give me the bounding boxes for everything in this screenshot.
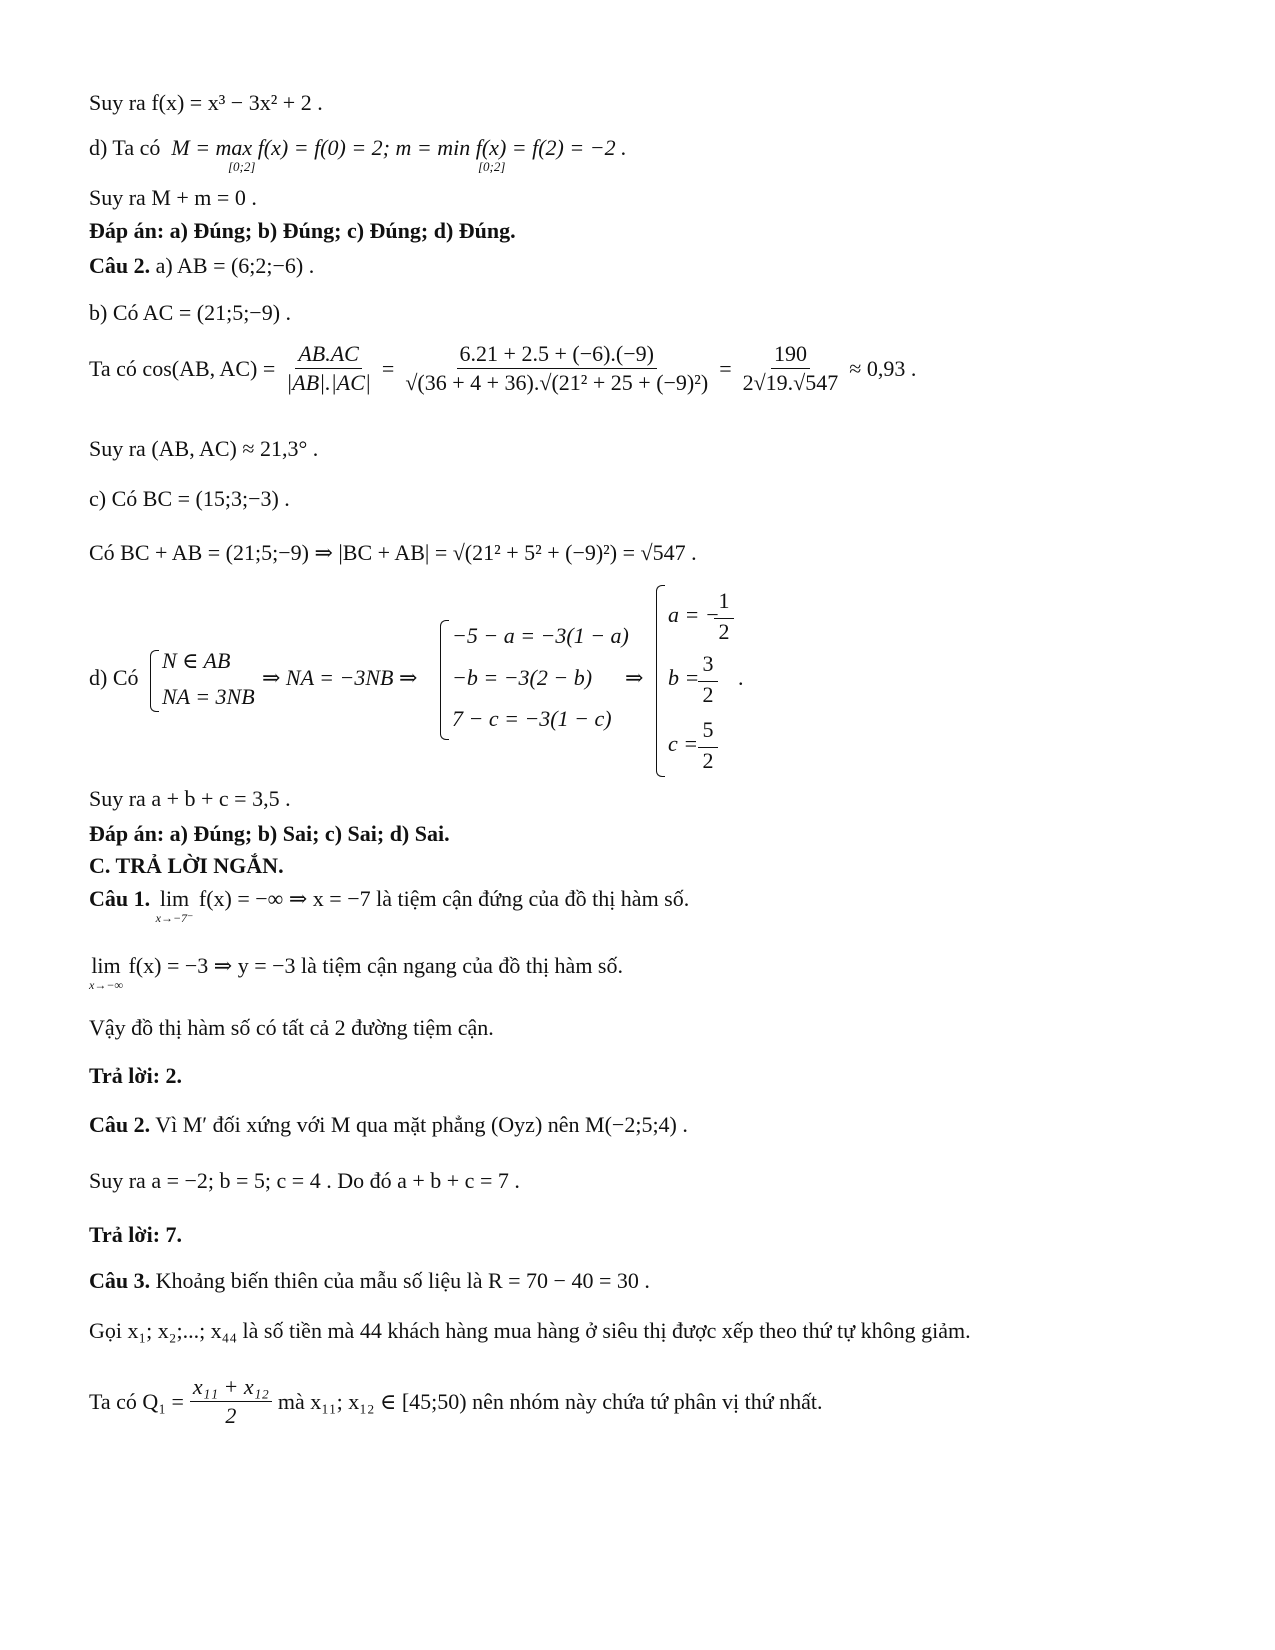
- q1-fraction: [190, 1376, 272, 1427]
- line-angle: Suy ra (AB, AC) ≈ 21,3° .: [89, 436, 319, 461]
- c3-c-prefix: Ta có Q₁ =: [89, 1388, 184, 1414]
- b-value-denominator: 2: [698, 681, 718, 706]
- line-d-max-min: [89, 137, 627, 159]
- cos-den-1: |AB|.|AC|: [286, 370, 371, 395]
- q1-den: 2: [225, 1403, 237, 1428]
- cos-num-1: AB.AC: [295, 343, 362, 369]
- q1-num: x₁₁ + x₁₂: [190, 1376, 272, 1402]
- min-subscript: [0;2]: [478, 159, 506, 174]
- c-value-numerator: 5: [702, 717, 714, 742]
- c1-lim-word: lim: [159, 886, 190, 911]
- section-c-heading: C. TRẢ LỜI NGẮN.: [89, 853, 284, 878]
- cos-den-3: 2√19.√547: [742, 370, 839, 395]
- d-end-period: .: [738, 665, 744, 690]
- system1-eq2: NA = 3NB: [162, 684, 255, 709]
- cau2-a-text: a) AB = (6;2;−6) .: [155, 253, 315, 278]
- d-arrow: ⇒: [625, 665, 644, 690]
- cos-formula: Ta có cos(AB, AC) = $\frac{AB.AC}{|AB|.|AC|}$ = $\frac{6.21 + 2.5 + (-6).(-9)}{\text{√(36 + 4 + 36).√(21² + 25 + (−9)²)}}$ = $\frac{190}{2√19.√547}$ ≈ 0,93 .: [89, 341, 917, 395]
- c1-label: Câu 1.: [89, 886, 151, 911]
- c1b-text: f(x) = −3 ⇒ y = −3 là tiệm cận ngang của đồ thị hàm số.: [128, 953, 623, 978]
- brace-system-1: [150, 650, 159, 712]
- a-value-label: a = −: [668, 602, 720, 627]
- cos-prefix: Ta có cos(AB, AC) =: [89, 355, 276, 381]
- d-implication: ⇒ NA = −3NB ⇒: [262, 665, 418, 690]
- line-c2: [89, 1114, 688, 1136]
- answer-c1: Trả lời: 2.: [89, 1063, 183, 1088]
- c1b-lim-sub: x→−∞: [89, 978, 123, 992]
- c1b-lim: [89, 955, 123, 991]
- c3-c-suffix: mà x₁₁; x₁₂ ∈ [45;50) nên nhóm này chứa tứ phân vị thứ nhất.: [277, 1388, 823, 1414]
- system1-eq1: N ∈ AB: [162, 648, 231, 673]
- max-subscript: [0;2]: [228, 159, 256, 174]
- line-c1-conclusion: Vậy đồ thị hàm số có tất cả 2 đường tiệm cận.: [89, 1015, 494, 1040]
- b-value-numerator: 3: [702, 651, 714, 676]
- brace-system-2: [440, 620, 449, 740]
- cos-den-2: √(36 + 4 + 36).√(21² + 25 + (−9)²): [405, 370, 709, 395]
- line-f-definition: Suy ra f(x) = x³ − 3x² + 2 .: [89, 90, 323, 115]
- cos-num-3: 190: [771, 343, 810, 369]
- line-d-prefix: d) Ta có: [89, 135, 161, 160]
- c1-text: f(x) = −∞ ⇒ x = −7 là tiệm cận đứng của đồ thị hàm số.: [198, 886, 690, 911]
- system2-eq1: −5 − a = −3(1 − a): [452, 623, 629, 648]
- c3-label: Câu 3.: [89, 1268, 151, 1293]
- answer-line-1: Đáp án: a) Đúng; b) Đúng; c) Đúng; d) Đúng.: [89, 218, 516, 243]
- c-value-denominator: 2: [698, 747, 718, 772]
- brace-system-3: [656, 585, 665, 777]
- line-cau2-a: [89, 255, 314, 277]
- c2-text: Vì M′ đối xứng với M qua mặt phẳng (Oyz) nên M(−2;5;4) .: [155, 1112, 688, 1137]
- line-c3-c: [89, 1376, 823, 1427]
- line-c3: [89, 1270, 650, 1292]
- max-min-expression: M = max f(x) = f(0) = 2; m = min f(x) = f(2) = −2 .: [171, 135, 627, 160]
- c3-text: Khoảng biến thiên của mẫu số liệu là R = 70 − 40 = 30 .: [155, 1268, 650, 1293]
- line-c1-horizontal: [89, 955, 623, 991]
- a-value-denominator: 2: [714, 618, 734, 643]
- cau2-label: Câu 2.: [89, 253, 151, 278]
- line-sum-vector: Có BC + AB = (21;5;−9) ⇒ |BC + AB| = √(21² + 5² + (−9)²) = √547 .: [89, 540, 697, 565]
- cos-fraction-2: [402, 343, 711, 394]
- system2-eq2: −b = −3(2 − b): [452, 665, 593, 690]
- c1-lim: [156, 888, 194, 924]
- line-cau2-c: c) Có BC = (15;3;−3) .: [89, 486, 290, 511]
- cos-result: ≈ 0,93 .: [849, 355, 917, 381]
- line-c1-vertical: [89, 888, 689, 924]
- answer-line-2: Đáp án: a) Đúng; b) Sai; c) Sai; d) Sai.: [89, 821, 450, 846]
- cos-fraction-3: [740, 343, 842, 394]
- c1-lim-sub: x→−7⁻: [155, 911, 194, 925]
- b-value-label: b =: [668, 665, 700, 690]
- line-c3-b: Gọi x₁; x₂;...; x₄₄ là số tiền mà 44 khách hàng mua hàng ở siêu thị được xếp theo thứ tự không giảm.: [89, 1318, 971, 1343]
- c2-label: Câu 2.: [89, 1112, 151, 1137]
- cos-num-2: 6.21 + 2.5 + (−6).(−9): [457, 343, 657, 369]
- a-value-numerator: 1: [718, 588, 730, 613]
- c-value-label: c =: [668, 731, 699, 756]
- c1b-lim-word: lim: [91, 953, 121, 978]
- cos-fraction-1: [283, 343, 374, 394]
- line-c2-b: Suy ra a = −2; b = 5; c = 4 . Do đó a + b + c = 7 .: [89, 1168, 520, 1193]
- d-prefix: d) Có: [89, 665, 139, 690]
- line-cau2-b: b) Có AC = (21;5;−9) .: [89, 300, 292, 325]
- system2-eq3: 7 − c = −3(1 − c): [452, 706, 612, 731]
- line-sum-Mm: Suy ra M + m = 0 .: [89, 185, 257, 210]
- line-sum-abc: Suy ra a + b + c = 3,5 .: [89, 786, 291, 811]
- answer-c2: Trả lời: 7.: [89, 1222, 183, 1247]
